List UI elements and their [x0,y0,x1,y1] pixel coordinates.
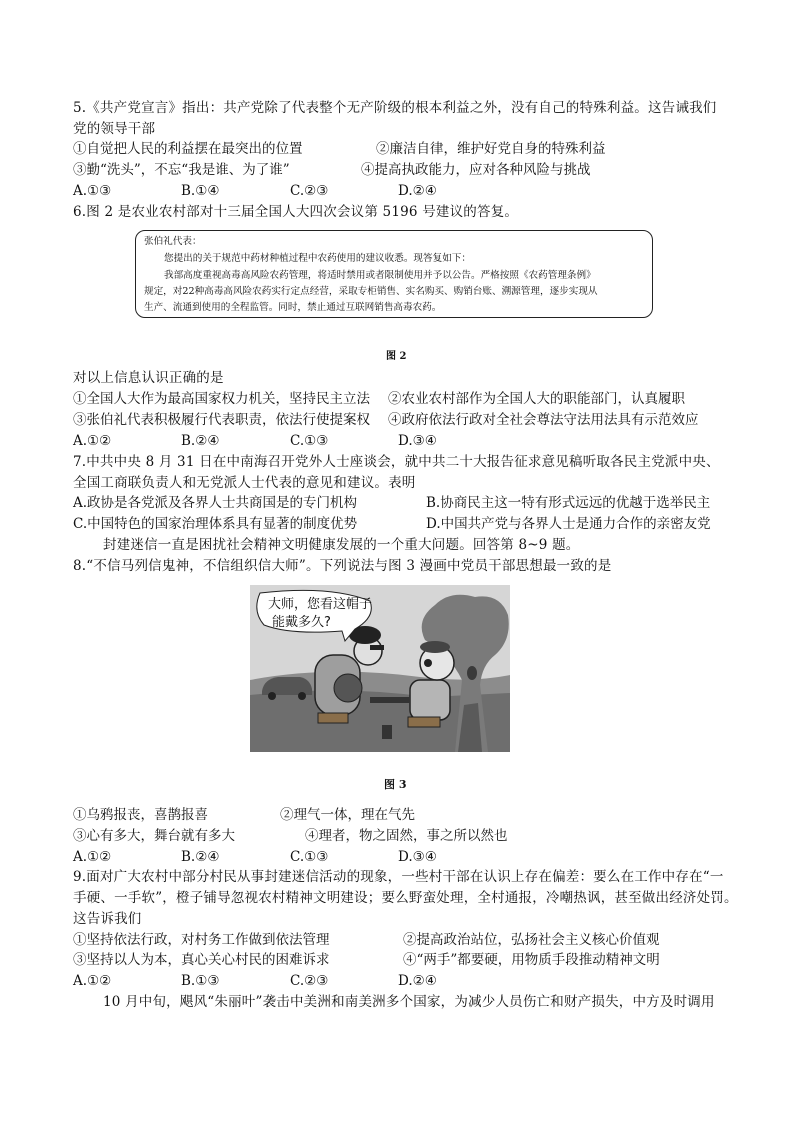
q6-option-4: ④政府依法行政对全社会尊法守法用法具有示范效应 [388,412,699,428]
q6-option-3: ③张伯礼代表积极履行代表职责，依法行使提案权 [73,412,370,428]
q5-choice-c: C.②③ [290,183,329,199]
q9-choice-c: C.②③ [290,973,329,989]
cartoon-figure-3 [250,585,510,752]
q5-option-4: ④提高执政能力，应对各种风险与挑战 [361,162,591,178]
reply-letter-line: 我部高度重视高毒高风险农药管理，将适时禁用或者限制使用并予以公告。严格按照《农药管理条例》 [164,270,596,281]
reply-letter-line: 您提出的关于规范中药材种植过程中农药使用的建议收悉。现答复如下： [164,253,471,264]
q8-stem: 8.“不信马列信鬼神，不信组织信大师”。下列说法与图 3 漫画中党员干部思想最一致的是 [73,558,612,574]
q6-choice-a: A.①② [73,433,112,449]
q8-option-3: ③心有多大，舞台就有多大 [73,828,235,844]
reply-letter-box [135,230,653,318]
q8-choice-c: C.①③ [290,849,329,865]
speech-bubble-line1: 大师，您看这帽子 [268,597,373,612]
q9-choice-a: A.①② [73,973,112,989]
q5-option-3: ③勤“洗头”，不忘“我是谁、为了谁” [73,162,290,178]
reply-letter-line: 规定，对22种高毒高风险农药实行定点经营，采取专柜销售、实名购买、购销台账、溯源管理，逐步实现从 [144,286,598,297]
speech-bubble-line2: 能戴多久? [272,615,331,630]
q6-choice-b: B.②④ [181,433,220,449]
q8-choice-b: B.②④ [181,849,220,865]
q6-choice-c: C.①③ [290,433,329,449]
q9-choice-b: B.①③ [181,973,220,989]
q7-option-c: C.中国特色的国家治理体系具有显著的制度优势 [73,516,358,532]
q6-option-1: ①全国人大作为最高国家权力机关，坚持民主立法 [73,391,370,407]
q5-stem-line2: 党的领导干部 [73,121,156,137]
q5-option-2: ②廉洁自律，维护好党自身的特殊利益 [376,141,606,157]
q6-choice-d: D.③④ [398,433,437,449]
q9-stem-line2: 手硬、一手软”，橙子铺导忽视农村精神文明建设；要么野蛮处理，全村通报，冷嘲热讽，甚至做出经济处罚。 [73,890,738,906]
q9-option-4: ④“两手”都要硬，用物质手段推动精神文明 [403,952,660,968]
q9-option-3: ③坚持以人为本，真心关心村民的困难诉求 [73,952,330,968]
q7-option-a: A.政协是各党派及各界人士共商国是的专门机构 [73,495,358,511]
q9-stem-line3: 这告诉我们 [73,911,142,927]
q6-option-2: ②农业农村部作为全国人大的职能部门，认真履职 [388,391,685,407]
q5-option-1: ①自觉把人民的利益摆在最突出的位置 [73,141,303,157]
q8-option-2: ②理气一体，理在气先 [280,807,415,823]
q9-option-2: ②提高政治站位，弘扬社会主义核心价值观 [403,932,660,948]
q8-9-intro: 封建迷信一直是困扰社会精神文明健康发展的一个重大问题。回答第 8~9 题。 [103,537,580,553]
q5-choice-a: A.①③ [73,183,112,199]
q8-option-4: ④理者，物之固然，事之所以然也 [305,828,508,844]
q9-option-1: ①坚持依法行政，对村务工作做到依法管理 [73,932,330,948]
q7-option-d: D.中国共产党与各界人士是通力合作的亲密友党 [426,516,711,532]
q9-stem-line1: 9.面对广大农村中部分村民从事封建迷信活动的现象，一些村干部在认识上存在偏差：要么在工作中存在“一 [73,869,724,885]
q8-choice-a: A.①② [73,849,112,865]
q6-stem: 6.图 2 是农业农村部对十三届全国人大四次会议第 5196 号建议的答复。 [73,204,519,220]
q7-stem-line1: 7.中共中央 8 月 31 日在中南海召开党外人士座谈会，就中共二十大报告征求意见稿听取各民主党派中央、 [73,454,720,470]
q6-prompt: 对以上信息认识正确的是 [73,370,224,386]
q7-option-b: B.协商民主这一特有形式远远的优越于选举民主 [426,495,711,511]
q5-choice-d: D.②④ [398,183,437,199]
figure-3-caption: 图 3 [384,778,407,791]
q9-choice-d: D.②④ [398,973,437,989]
q5-stem-line1: 5.《共产党宣言》指出：共产党除了代表整个无产阶级的根本利益之外，没有自己的特殊利益。这告诫我们 [73,100,717,116]
q8-option-1: ①乌鸦报丧，喜鹊报喜 [73,807,208,823]
reply-letter-salutation: 张伯礼代表： [144,236,202,247]
figure-2-caption: 图 2 [386,351,407,362]
q8-choice-d: D.③④ [398,849,437,865]
q5-choice-b: B.①④ [181,183,220,199]
q10-intro-line1: 10 月中旬，飓风“朱丽叶”袭击中美洲和南美洲多个国家，为减少人员伤亡和财产损失，中方及时调用 [103,994,715,1010]
q7-stem-line2: 全国工商联负责人和无党派人士代表的意见和建议。表明 [73,475,416,491]
reply-letter-line: 生产、流通到使用的全程监管。同时，禁止通过互联网销售高毒农药。 [144,302,442,313]
